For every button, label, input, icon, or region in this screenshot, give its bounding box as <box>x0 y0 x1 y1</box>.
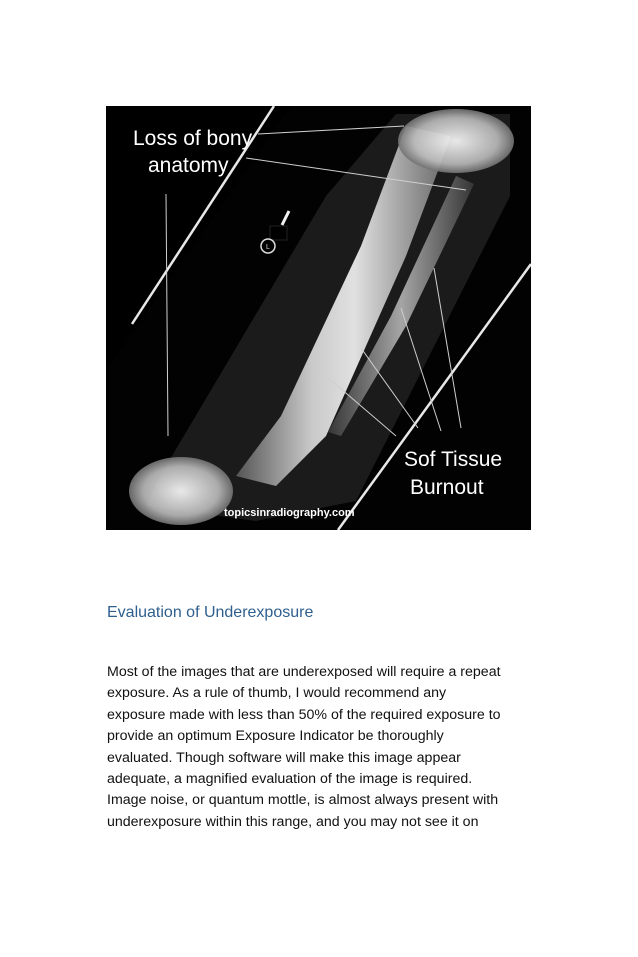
xray-illustration <box>106 106 531 530</box>
xray-image-tibia-fibula <box>106 106 531 530</box>
watermark-text: topicsinradiography.com <box>224 507 355 519</box>
label-soft-tissue-burnout-line2: Burnout <box>410 476 484 499</box>
marker-letter: L <box>266 244 270 251</box>
label-soft-tissue-burnout-line1: Sof Tissue <box>404 448 503 471</box>
paragraph-line: exposure made with less than 50% of the required exposure to <box>107 706 501 723</box>
paragraph-line: provide an optimum Exposure Indicator be thoroughly <box>107 728 444 745</box>
paragraph-line: adequate, a magnified evaluation of the image is required. <box>107 771 473 788</box>
marker-redaction-box <box>270 226 287 240</box>
knee-joint <box>398 109 514 173</box>
paragraph-line: exposure. As a rule of thumb, I would recommend any <box>107 685 447 702</box>
body-paragraph <box>107 662 537 833</box>
section-heading: Evaluation of Underexposure <box>107 604 314 621</box>
label-loss-bony-anatomy-line1: Loss of bony <box>133 127 253 150</box>
paragraph-line: evaluated. Though software will make this image appear <box>107 749 461 766</box>
label-loss-bony-anatomy-line2: anatomy <box>148 154 229 177</box>
ankle-joint <box>129 457 233 525</box>
paragraph-line: Image noise, or quantum mottle, is almost always present with <box>107 792 499 809</box>
paragraph-line: underexposure within this range, and you may not see it on <box>107 813 479 830</box>
paragraph-line: Most of the images that are underexposed will require a repeat <box>107 664 501 680</box>
